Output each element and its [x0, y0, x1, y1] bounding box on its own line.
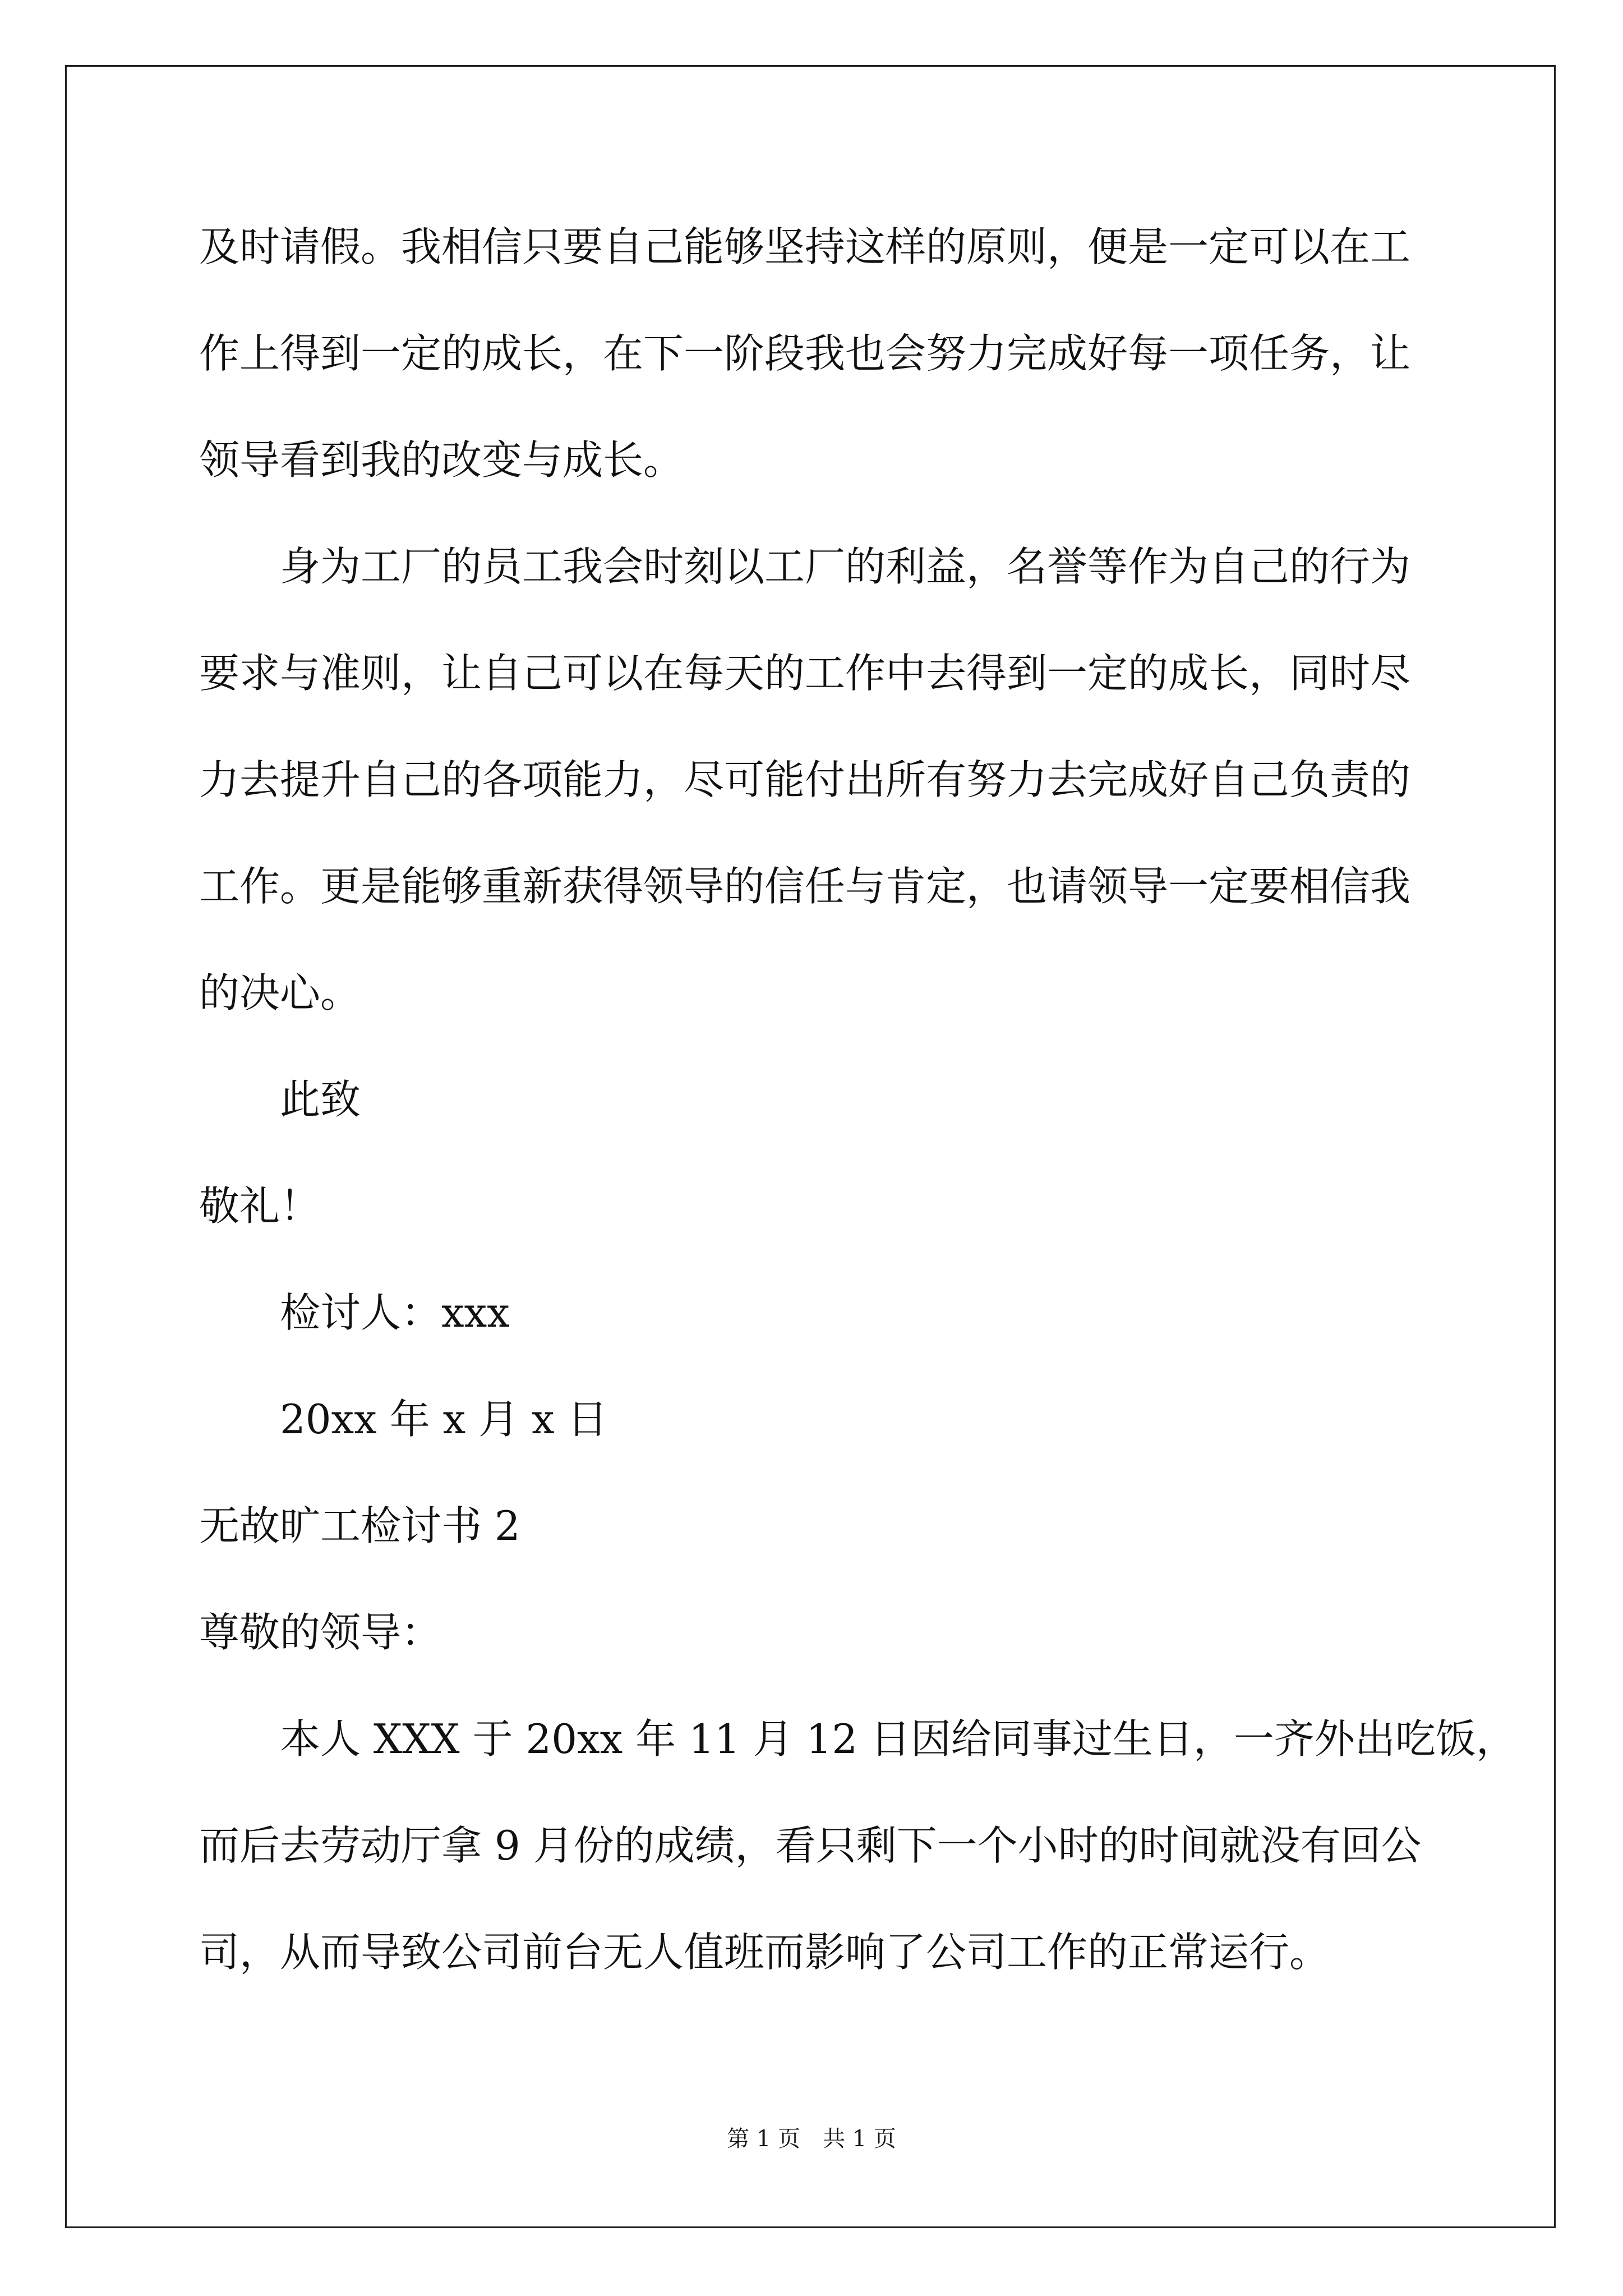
text-line: 工作。更是能够重新获得领导的信任与肯定，也请领导一定要相信我 — [199, 863, 1411, 910]
text-line: 领导看到我的改变与成长。 — [199, 436, 684, 484]
section-title: 无故旷工检讨书 2 — [199, 1502, 520, 1549]
text-line: 的决心。 — [199, 969, 361, 1016]
page-footer: 第 1 页 共 1 页 — [727, 2126, 896, 2152]
text-line: 作上得到一定的成长，在下一阶段我也会努力完成好每一项任务，让 — [199, 330, 1411, 377]
recipient-greeting: 尊敬的领导： — [199, 1609, 442, 1656]
salutation-closing: 敬礼！ — [199, 1182, 321, 1230]
text-line: 及时请假。我相信只要自己能够坚持这样的原则，便是一定可以在工 — [199, 223, 1411, 270]
closing-phrase: 此致 — [280, 1076, 361, 1123]
paragraph-start-line: 本人 XXX 于 20xx 年 11 月 12 日因给同事过生日，一齐外出吃饭， — [280, 1715, 1516, 1763]
text-line: 要求与准则，让自己可以在每天的工作中去得到一定的成长，同时尽 — [199, 650, 1411, 697]
text-line: 力去提升自己的各项能力，尽可能付出所有努力去完成好自己负责的 — [199, 756, 1411, 803]
signature-line: 检讨人：xxx — [280, 1289, 510, 1336]
page-border — [65, 65, 1556, 2228]
text-line: 而后去劳动厅拿 9 月份的成绩，看只剩下一个小时的时间就没有回公 — [199, 1822, 1422, 1869]
paragraph-start-line: 身为工厂的员工我会时刻以工厂的利益，名誉等作为自己的行为 — [280, 543, 1411, 590]
date-line: 20xx 年 x 月 x 日 — [280, 1396, 608, 1443]
text-line: 司，从而导致公司前台无人值班而影响了公司工作的正常运行。 — [199, 1929, 1330, 1976]
